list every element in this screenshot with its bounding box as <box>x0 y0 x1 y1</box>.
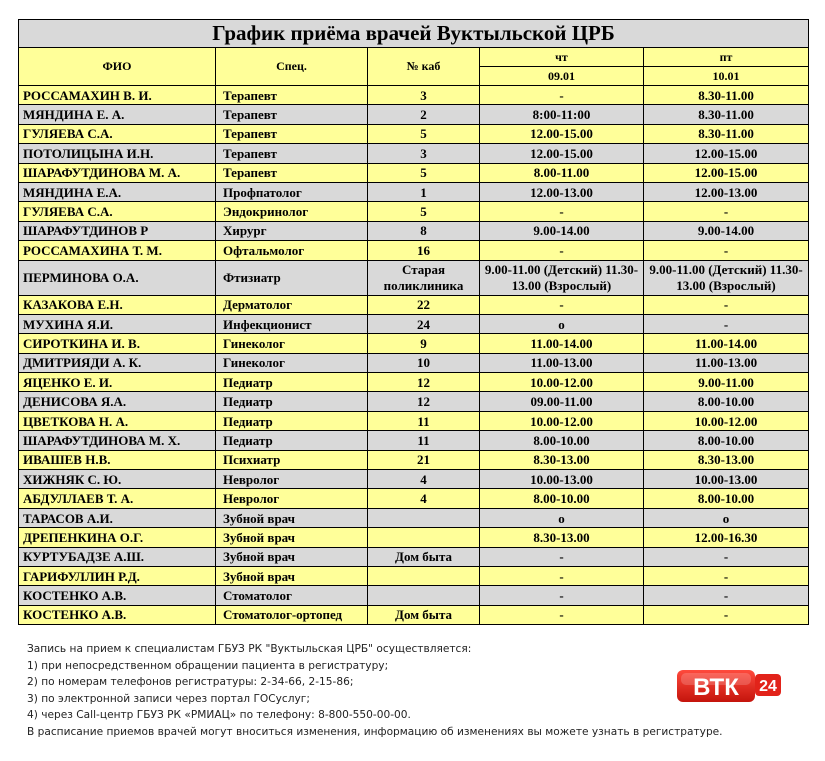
table-row <box>19 411 809 430</box>
table-row <box>19 566 809 585</box>
doctor-name-cell: КОСТЕНКО А.В. <box>19 605 216 624</box>
table-row <box>19 470 809 489</box>
header-date2: 10.01 <box>644 67 809 86</box>
table-row <box>19 528 809 547</box>
table-row <box>19 144 809 163</box>
doctor-name-cell: ШАРАФУТДИНОВА М. А. <box>19 163 216 182</box>
thursday-cell: о <box>480 508 644 527</box>
table-row <box>19 241 809 260</box>
thursday-cell: 10.00-12.00 <box>480 373 644 392</box>
cabinet-cell: Дом быта <box>368 547 480 566</box>
table-row <box>19 163 809 182</box>
table-row <box>19 547 809 566</box>
specialty-cell: Зубной врач <box>216 528 368 547</box>
table-row <box>19 605 809 624</box>
doctor-name-cell: ДЕНИСОВА Я.А. <box>19 392 216 411</box>
thursday-cell: 8.30-13.00 <box>480 450 644 469</box>
cabinet-cell: 9 <box>368 334 480 353</box>
specialty-cell: Зубной врач <box>216 547 368 566</box>
table-row <box>19 392 809 411</box>
table-row <box>19 221 809 240</box>
thursday-cell: 8.00-11.00 <box>480 163 644 182</box>
friday-cell: 12.00-15.00 <box>644 144 809 163</box>
thursday-cell: 8.00-10.00 <box>480 489 644 508</box>
friday-cell: - <box>644 241 809 260</box>
doctor-name-cell: ПОТОЛИЦЫНА И.Н. <box>19 144 216 163</box>
thursday-cell: 9.00-14.00 <box>480 221 644 240</box>
specialty-cell: Стоматолог <box>216 586 368 605</box>
friday-cell: о <box>644 508 809 527</box>
note-line: 4) через Call-центр ГБУЗ РК «РМИАЦ» по телефону: 8-800-550-00-00. <box>27 709 411 722</box>
table-row <box>19 353 809 372</box>
cabinet-cell: 4 <box>368 489 480 508</box>
friday-cell: 12.00-16.30 <box>644 528 809 547</box>
friday-cell: 8.30-13.00 <box>644 450 809 469</box>
cabinet-cell: 21 <box>368 450 480 469</box>
specialty-cell: Зубной врач <box>216 508 368 527</box>
thursday-cell: 9.00-11.00 (Детский) 11.30-13.00 (Взрослый) <box>480 260 644 295</box>
friday-cell: - <box>644 547 809 566</box>
specialty-cell: Инфекционист <box>216 314 368 333</box>
friday-cell: 10.00-12.00 <box>644 411 809 430</box>
specialty-cell: Гинеколог <box>216 334 368 353</box>
doctor-name-cell: РОССАМАХИНА Т. М. <box>19 241 216 260</box>
header-cab: № каб <box>368 48 480 86</box>
specialty-cell: Педиатр <box>216 411 368 430</box>
doctor-name-cell: ШАРАФУТДИНОВА М. Х. <box>19 431 216 450</box>
friday-cell: 8.30-11.00 <box>644 124 809 143</box>
thursday-cell: 11.00-13.00 <box>480 353 644 372</box>
thursday-cell: 8.30-13.00 <box>480 528 644 547</box>
cabinet-cell: 5 <box>368 202 480 221</box>
doctor-name-cell: СИРОТКИНА И. В. <box>19 334 216 353</box>
friday-cell: 9.00-11.00 (Детский) 11.30-13.00 (Взрослый) <box>644 260 809 295</box>
thursday-cell: - <box>480 547 644 566</box>
friday-cell: 9.00-11.00 <box>644 373 809 392</box>
cabinet-cell: 2 <box>368 105 480 124</box>
header-name: ФИО <box>19 48 216 86</box>
doctor-name-cell: ШАРАФУТДИНОВ Р <box>19 221 216 240</box>
thursday-cell: 10.00-12.00 <box>480 411 644 430</box>
vtk24-logo <box>675 664 785 706</box>
thursday-cell: о <box>480 314 644 333</box>
cabinet-cell: 5 <box>368 163 480 182</box>
doctor-name-cell: ДМИТРИЯДИ А. К. <box>19 353 216 372</box>
doctor-name-cell: ХИЖНЯК С. Ю. <box>19 470 216 489</box>
doctor-name-cell: АБДУЛЛАЕВ Т. А. <box>19 489 216 508</box>
table-row <box>19 260 809 295</box>
specialty-cell: Педиатр <box>216 373 368 392</box>
friday-cell: 12.00-15.00 <box>644 163 809 182</box>
friday-cell: - <box>644 295 809 314</box>
cabinet-cell: 10 <box>368 353 480 372</box>
specialty-cell: Психиатр <box>216 450 368 469</box>
cabinet-cell: 3 <box>368 86 480 105</box>
specialty-cell: Педиатр <box>216 431 368 450</box>
note-line: 2) по номерам телефонов регистратуры: 2-34-66, 2-15-86; <box>27 676 354 689</box>
schedule-body <box>19 86 809 625</box>
thursday-cell: 12.00-13.00 <box>480 182 644 201</box>
cabinet-cell: 16 <box>368 241 480 260</box>
table-row <box>19 373 809 392</box>
thursday-cell: 11.00-14.00 <box>480 334 644 353</box>
thursday-cell: - <box>480 241 644 260</box>
thursday-cell: 8:00-11:00 <box>480 105 644 124</box>
friday-cell: - <box>644 586 809 605</box>
doctor-name-cell: ЦВЕТКОВА Н. А. <box>19 411 216 430</box>
friday-cell: 11.00-13.00 <box>644 353 809 372</box>
thursday-cell: 10.00-13.00 <box>480 470 644 489</box>
friday-cell: 10.00-13.00 <box>644 470 809 489</box>
specialty-cell: Фтизиатр <box>216 260 368 295</box>
logo-text: ВТК <box>693 674 739 701</box>
friday-cell: - <box>644 314 809 333</box>
cabinet-cell: 5 <box>368 124 480 143</box>
friday-cell: 9.00-14.00 <box>644 221 809 240</box>
friday-cell: - <box>644 566 809 585</box>
thursday-cell: - <box>480 605 644 624</box>
cabinet-cell: 1 <box>368 182 480 201</box>
note-line: Запись на прием к специалистам ГБУЗ РК "Вуктыльская ЦРБ" осуществляется: <box>27 643 472 655</box>
header-date1: 09.01 <box>480 67 644 86</box>
specialty-cell: Невролог <box>216 489 368 508</box>
doctor-name-cell: РОССАМАХИН В. И. <box>19 86 216 105</box>
table-row <box>19 202 809 221</box>
specialty-cell: Гинеколог <box>216 353 368 372</box>
friday-cell: 8.00-10.00 <box>644 489 809 508</box>
cabinet-cell: 11 <box>368 411 480 430</box>
table-row <box>19 295 809 314</box>
thursday-cell: 09.00-11.00 <box>480 392 644 411</box>
specialty-cell: Терапевт <box>216 144 368 163</box>
doctor-name-cell: ГУЛЯЕВА С.А. <box>19 124 216 143</box>
specialty-cell: Невролог <box>216 470 368 489</box>
specialty-cell: Эндокринолог <box>216 202 368 221</box>
table-row <box>19 489 809 508</box>
specialty-cell: Педиатр <box>216 392 368 411</box>
specialty-cell: Офтальмолог <box>216 241 368 260</box>
booking-notes <box>27 641 727 741</box>
doctor-name-cell: ГАРИФУЛЛИН Р.Д. <box>19 566 216 585</box>
friday-cell: - <box>644 605 809 624</box>
header-day2: пт <box>644 48 809 67</box>
doctor-name-cell: ИВАШЕВ Н.В. <box>19 450 216 469</box>
thursday-cell: - <box>480 566 644 585</box>
doctor-name-cell: ДРЕПЕНКИНА О.Г. <box>19 528 216 547</box>
doctor-name-cell: КАЗАКОВА Е.Н. <box>19 295 216 314</box>
header-spec: Спец. <box>216 48 368 86</box>
doctor-name-cell: ГУЛЯЕВА С.А. <box>19 202 216 221</box>
table-row <box>19 86 809 105</box>
cabinet-cell <box>368 528 480 547</box>
note-line: В расписание приемов врачей могут вноситься изменения, информацию об изменениях вы можете узнать в регистратуре. <box>27 725 723 738</box>
table-row <box>19 314 809 333</box>
doctor-name-cell: КОСТЕНКО А.В. <box>19 586 216 605</box>
thursday-cell: 8.00-10.00 <box>480 431 644 450</box>
table-row <box>19 450 809 469</box>
specialty-cell: Терапевт <box>216 124 368 143</box>
doctor-name-cell: ТАРАСОВ А.И. <box>19 508 216 527</box>
thursday-cell: 12.00-15.00 <box>480 124 644 143</box>
cabinet-cell: Старая поликлиника <box>368 260 480 295</box>
doctor-name-cell: МЯНДИНА Е.А. <box>19 182 216 201</box>
specialty-cell: Профпатолог <box>216 182 368 201</box>
specialty-cell: Терапевт <box>216 163 368 182</box>
note-line: 3) по электронной записи через портал ГОСуслуг; <box>27 692 310 705</box>
doctor-name-cell: ПЕРМИНОВА О.А. <box>19 260 216 295</box>
cabinet-cell: 8 <box>368 221 480 240</box>
table-row <box>19 431 809 450</box>
cabinet-cell: 3 <box>368 144 480 163</box>
cabinet-cell: 12 <box>368 392 480 411</box>
cabinet-cell: 4 <box>368 470 480 489</box>
table-title: График приёма врачей Вуктыльской ЦРБ <box>19 20 809 48</box>
specialty-cell: Терапевт <box>216 105 368 124</box>
thursday-cell: - <box>480 295 644 314</box>
friday-cell: 8.30-11.00 <box>644 105 809 124</box>
friday-cell: 8.30-11.00 <box>644 86 809 105</box>
header-day1: чт <box>480 48 644 67</box>
cabinet-cell: Дом быта <box>368 605 480 624</box>
note-line: 1) при непосредственном обращении пациента в регистратуру; <box>27 659 389 672</box>
table-row <box>19 334 809 353</box>
cabinet-cell <box>368 586 480 605</box>
cabinet-cell: 22 <box>368 295 480 314</box>
schedule-table <box>18 19 809 625</box>
specialty-cell: Стоматолог-ортопед <box>216 605 368 624</box>
doctor-name-cell: МЯНДИНА Е. А. <box>19 105 216 124</box>
friday-cell: 12.00-13.00 <box>644 182 809 201</box>
table-row <box>19 182 809 201</box>
specialty-cell: Терапевт <box>216 86 368 105</box>
cabinet-cell: 12 <box>368 373 480 392</box>
doctor-name-cell: ЯЦЕНКО Е. И. <box>19 373 216 392</box>
table-row <box>19 124 809 143</box>
specialty-cell: Хирург <box>216 221 368 240</box>
logo-number: 24 <box>759 678 777 695</box>
table-row <box>19 105 809 124</box>
thursday-cell: - <box>480 586 644 605</box>
thursday-cell: - <box>480 202 644 221</box>
friday-cell: 8.00-10.00 <box>644 431 809 450</box>
friday-cell: 8.00-10.00 <box>644 392 809 411</box>
friday-cell: 11.00-14.00 <box>644 334 809 353</box>
friday-cell: - <box>644 202 809 221</box>
cabinet-cell: 24 <box>368 314 480 333</box>
doctor-name-cell: МУХИНА Я.И. <box>19 314 216 333</box>
thursday-cell: - <box>480 86 644 105</box>
specialty-cell: Зубной врач <box>216 566 368 585</box>
specialty-cell: Дерматолог <box>216 295 368 314</box>
doctor-name-cell: КУРТУБАДЗЕ А.Ш. <box>19 547 216 566</box>
thursday-cell: 12.00-15.00 <box>480 144 644 163</box>
table-row <box>19 586 809 605</box>
table-row <box>19 508 809 527</box>
cabinet-cell <box>368 508 480 527</box>
cabinet-cell <box>368 566 480 585</box>
cabinet-cell: 11 <box>368 431 480 450</box>
